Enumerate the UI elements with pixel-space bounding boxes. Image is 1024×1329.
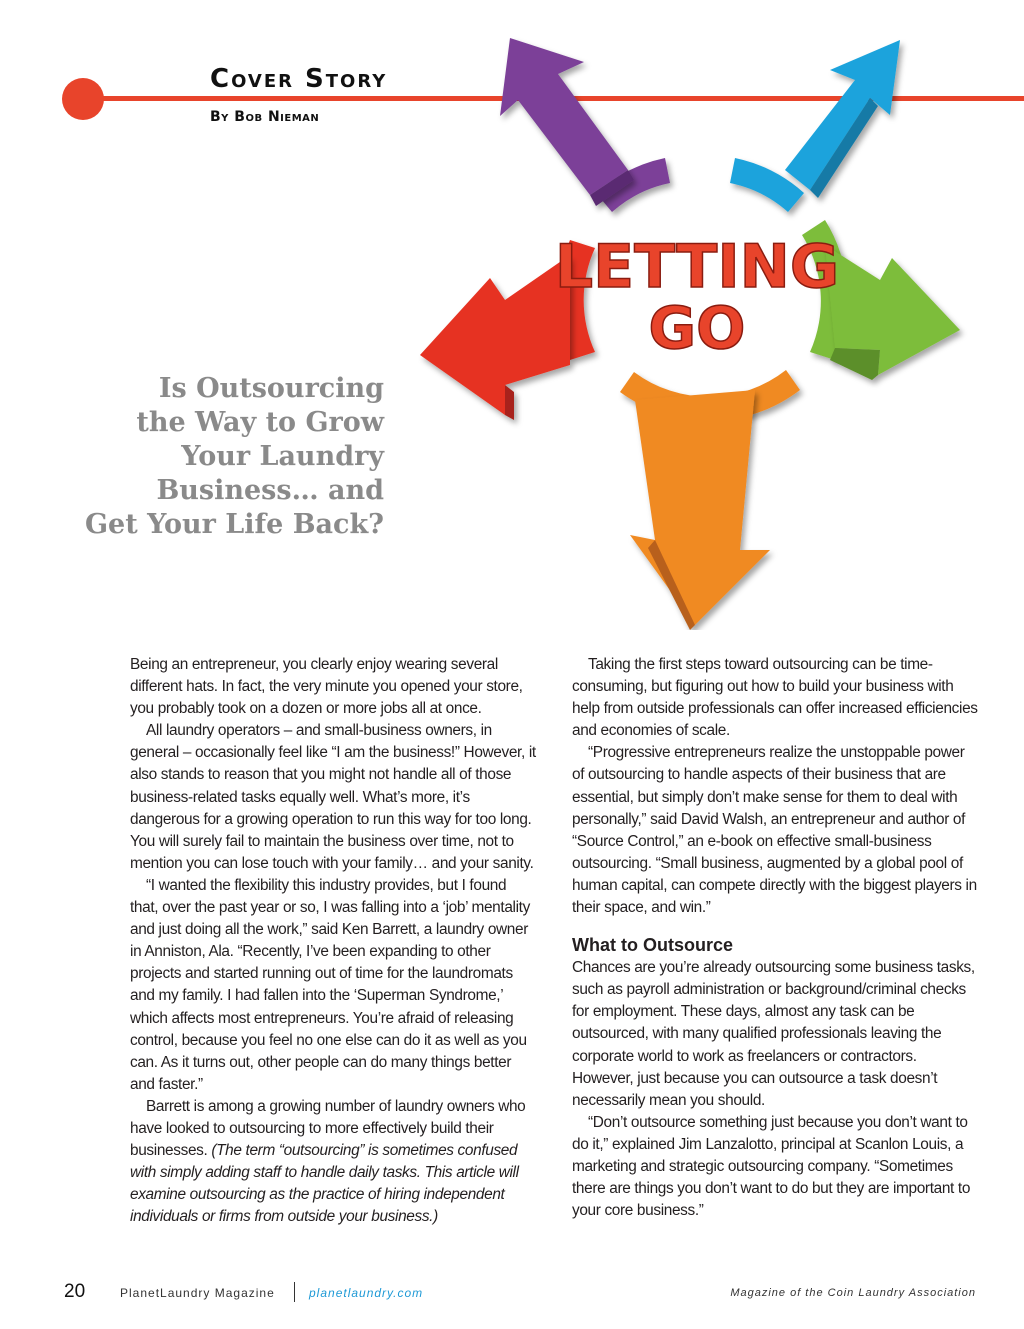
- green-arrow: [825, 245, 960, 380]
- headline-line: Your Laundry: [181, 441, 384, 472]
- footer-divider: [294, 1282, 295, 1302]
- purple-arrow: [500, 38, 634, 206]
- headline-line: Get Your Life Back?: [84, 509, 384, 540]
- association-tagline: Magazine of the Coin Laundry Association: [730, 1287, 976, 1299]
- article-column-right: [572, 654, 980, 1222]
- header-dot: [62, 78, 104, 120]
- paragraph: Chances are you’re already outsourcing some business tasks, such as payroll administration or background/criminal checks for employment. These days, almost any task can be outsourced, with many qualified professionals leaving the corporate world to work as freelancers or contractors. However, just because you can outsource a task doesn’t necessarily mean you should.: [572, 959, 975, 1109]
- paragraph: Taking the first steps toward outsourcing can be time-consuming, but figuring out how to build your business with help from outside professionals can offer increased efficiencies and economies of scale.: [572, 656, 978, 740]
- subhead: What to Outsource: [572, 935, 733, 956]
- paragraph-text: Barrett is among a growing number of laundry owners who have looked to outsourcing to more effectively build their businesses.: [130, 1097, 526, 1160]
- page-number: 20: [64, 1281, 86, 1302]
- article-column-left: [130, 654, 538, 1228]
- paragraph: Being an entrepreneur, you clearly enjoy wearing several different hats. In fact, the very minute you opened your store, you probably took on a dozen or more jobs all at once.: [130, 656, 523, 718]
- headline-line: Is Outsourcing: [158, 373, 384, 404]
- headline-line: Business… and: [156, 475, 384, 506]
- section-label: Cover Story: [210, 64, 388, 94]
- blue-arrow: [785, 40, 900, 198]
- paragraph: [130, 1096, 538, 1229]
- red-arrow: [420, 255, 570, 420]
- graphic-word-letting: LETTING: [554, 232, 840, 302]
- magazine-name: PlanetLaundry Magazine: [120, 1286, 275, 1300]
- website-link[interactable]: planetlaundry.com: [309, 1286, 424, 1300]
- orange-arrow: [630, 390, 770, 630]
- editor-note: (The term “outsourcing” is sometimes confused with simply adding staff to handle daily tasks. This article will examine outsourcing as the practice of hiring independent individuals or firms from outside your business.): [130, 1142, 519, 1226]
- paragraph: “Don’t outsource something just because you don’t want to do it,” explained Jim Lanzalotto, principal at Scanlon Louis, a marketing and strategic outsourcing company. “Sometimes there are things you don’t want to do but they are important to your core business.”: [572, 1113, 971, 1220]
- paragraph: All laundry operators – and small-business owners, in general – occasionally feel like “I am the business!” However, it also stands to reason that you might not handle all of those business-related tasks equally well. What’s more, it’s dangerous for a growing operation to run this way for too long. You will surely fail to maintain the business over time, not to mention you can lose touch with your family… and your sanity.: [130, 722, 536, 872]
- paragraph: “Progressive entrepreneurs realize the unstoppable power of outsourcing to handle aspects of their business that are essential, but simply don’t make sense for them to deal with personally,” said David Walsh, an entrepreneur and author of “Source Control,” an e-book on effective small-business outsourcing. “Small business, augmented by a global pool of human capital, can compete directly with the biggest players in their space, and win.”: [572, 744, 977, 917]
- graphic-word-go: GO: [648, 294, 746, 362]
- byline: By Bob Nieman: [210, 109, 320, 125]
- headline: [84, 372, 384, 542]
- headline-line: the Way to Grow: [136, 407, 384, 438]
- paragraph: “I wanted the flexibility this industry provides, but I found that, over the past year or so, I was falling into a ‘job’ mentality and just doing all the work,” said Ken Barrett, a laundry owner in Anniston, Ala. “Recently, I’ve been expanding to other projects and started running out of time for the laundromats and my family. I had fallen into the ‘Superman Syndrome,’ which affects most entrepreneurs. You’re afraid of releasing control, because you feel no one else can do it as well as you can. As it turns out, other people can do many things better and faster.”: [130, 876, 530, 1093]
- letting-go-graphic: [400, 30, 1000, 630]
